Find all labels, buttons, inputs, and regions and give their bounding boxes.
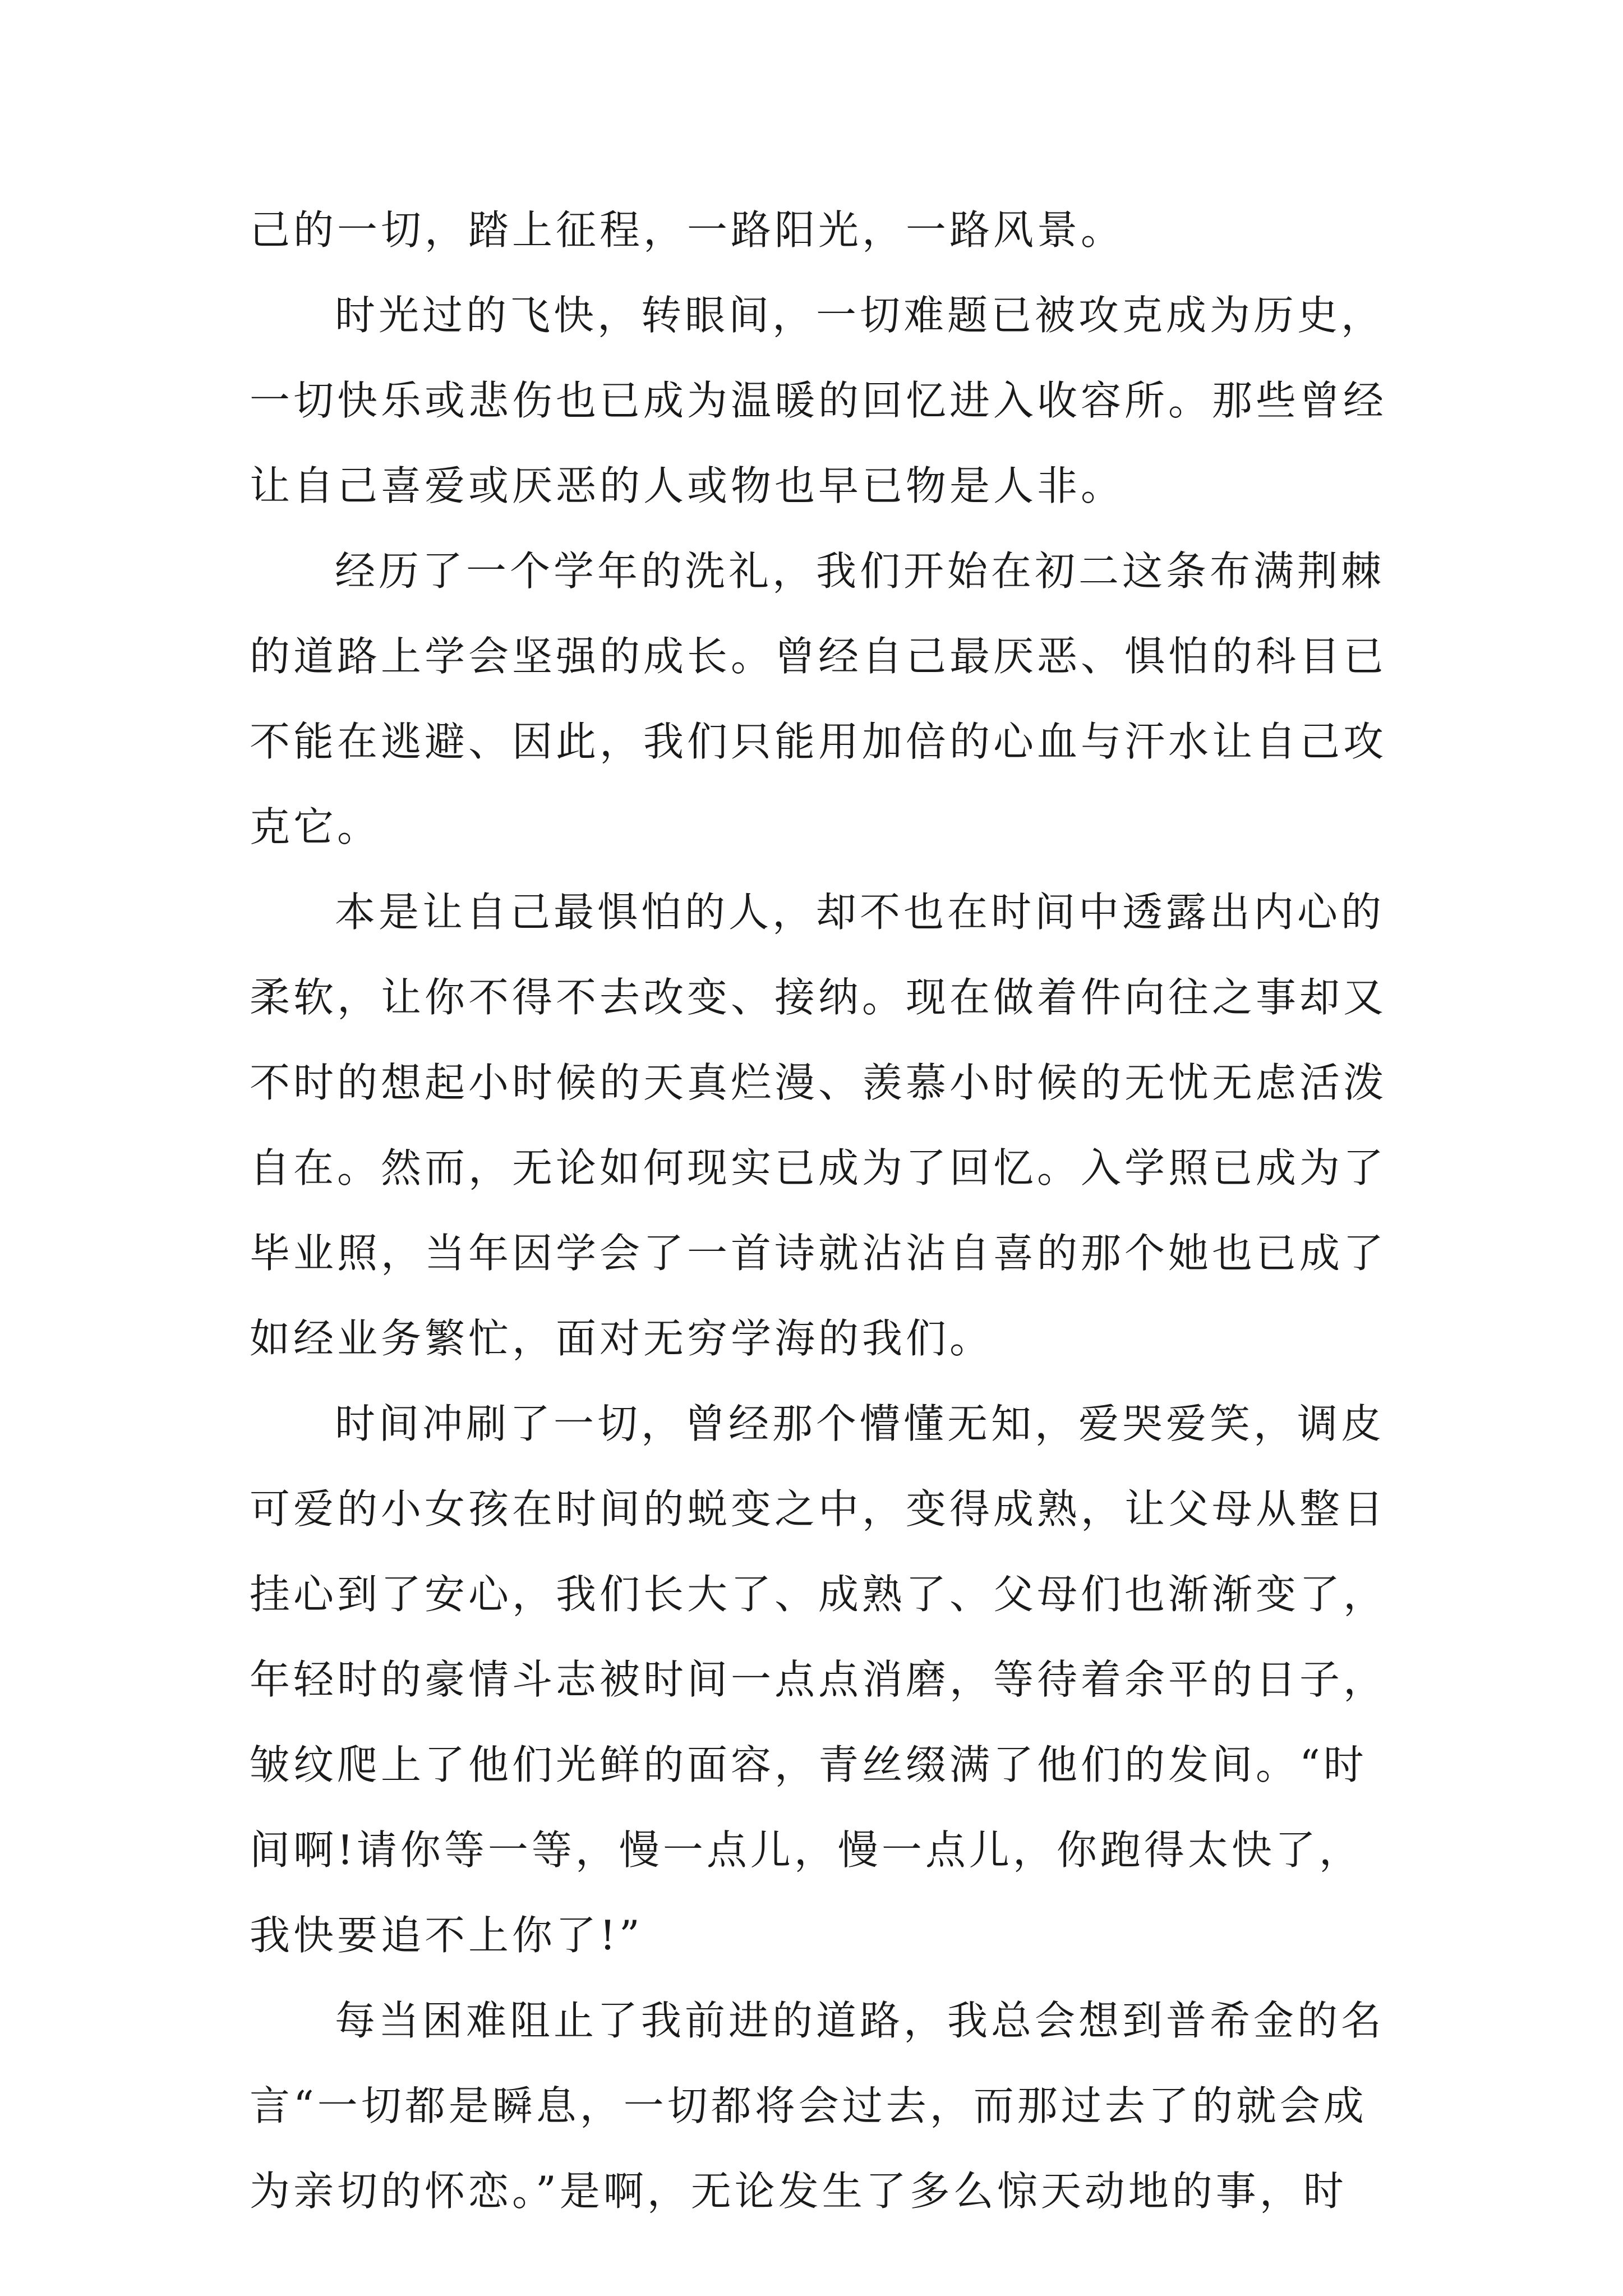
- text-line-19: 皱纹爬上了他们光鲜的面容，青丝缀满了他们的发间。“时: [250, 1741, 1367, 1788]
- text-line-24: 为亲切的怀恋。”是啊，无论发生了多么惊天动地的事，时: [250, 2168, 1347, 2215]
- text-line-8: 克它。: [250, 803, 381, 850]
- text-line-16: 可爱的小女孩在时间的蜕变之中，变得成熟，让父母从整日: [250, 1485, 1387, 1533]
- text-line-5: 经历了一个学年的洗礼，我们开始在初二这条布满荆棘: [335, 547, 1385, 595]
- text-line-2: 时光过的飞快，转眼间，一切难题已被攻克成为历史，: [335, 292, 1385, 339]
- text-line-15: 时间冲刷了一切，曾经那个懵懂无知，爱哭爱笑，调皮: [335, 1400, 1385, 1447]
- text-line-23: 言“一切都是瞬息，一切都将会过去，而那过去了的就会成: [250, 2082, 1367, 2129]
- text-line-18: 年轻时的豪情斗志被时间一点点消磨，等待着余平的日子，: [250, 1656, 1387, 1703]
- text-line-22: 每当困难阻止了我前进的道路，我总会想到普希金的名: [335, 1997, 1385, 2044]
- text-line-13: 毕业照，当年因学会了一首诗就沾沾自喜的那个她也已成了: [250, 1230, 1387, 1277]
- text-line-12: 自在。然而，无论如何现实已成为了回忆。入学照已成为了: [250, 1144, 1387, 1191]
- text-line-14: 如经业务繁忙，面对无穷学海的我们。: [250, 1315, 994, 1362]
- text-line-9: 本是让自己最惧怕的人，却不也在时间中透露出内心的: [335, 889, 1385, 936]
- text-line-10: 柔软，让你不得不去改变、接纳。现在做着件向往之事却又: [250, 974, 1387, 1021]
- text-line-21: 我快要追不上你了!”: [250, 1912, 643, 1959]
- text-line-20: 间啊!请你等一等，慢一点儿，慢一点儿，你跑得太快了，: [250, 1826, 1363, 1874]
- text-line-1: 己的一切，踏上征程，一路阳光，一路风景。: [250, 206, 1125, 254]
- text-line-6: 的道路上学会坚强的成长。曾经自己最厌恶、惧怕的科目已: [250, 633, 1387, 680]
- text-line-3: 一切快乐或悲伤也已成为温暖的回忆进入收容所。那些曾经: [250, 377, 1387, 424]
- text-line-17: 挂心到了安心，我们长大了、成熟了、父母们也渐渐变了，: [250, 1571, 1387, 1618]
- text-line-7: 不能在逃避、因此，我们只能用加倍的心血与汗水让自己攻: [250, 718, 1387, 765]
- text-line-4: 让自己喜爱或厌恶的人或物也早已物是人非。: [250, 462, 1125, 509]
- text-line-11: 不时的想起小时候的天真烂漫、羡慕小时候的无忧无虑活泼: [250, 1059, 1387, 1106]
